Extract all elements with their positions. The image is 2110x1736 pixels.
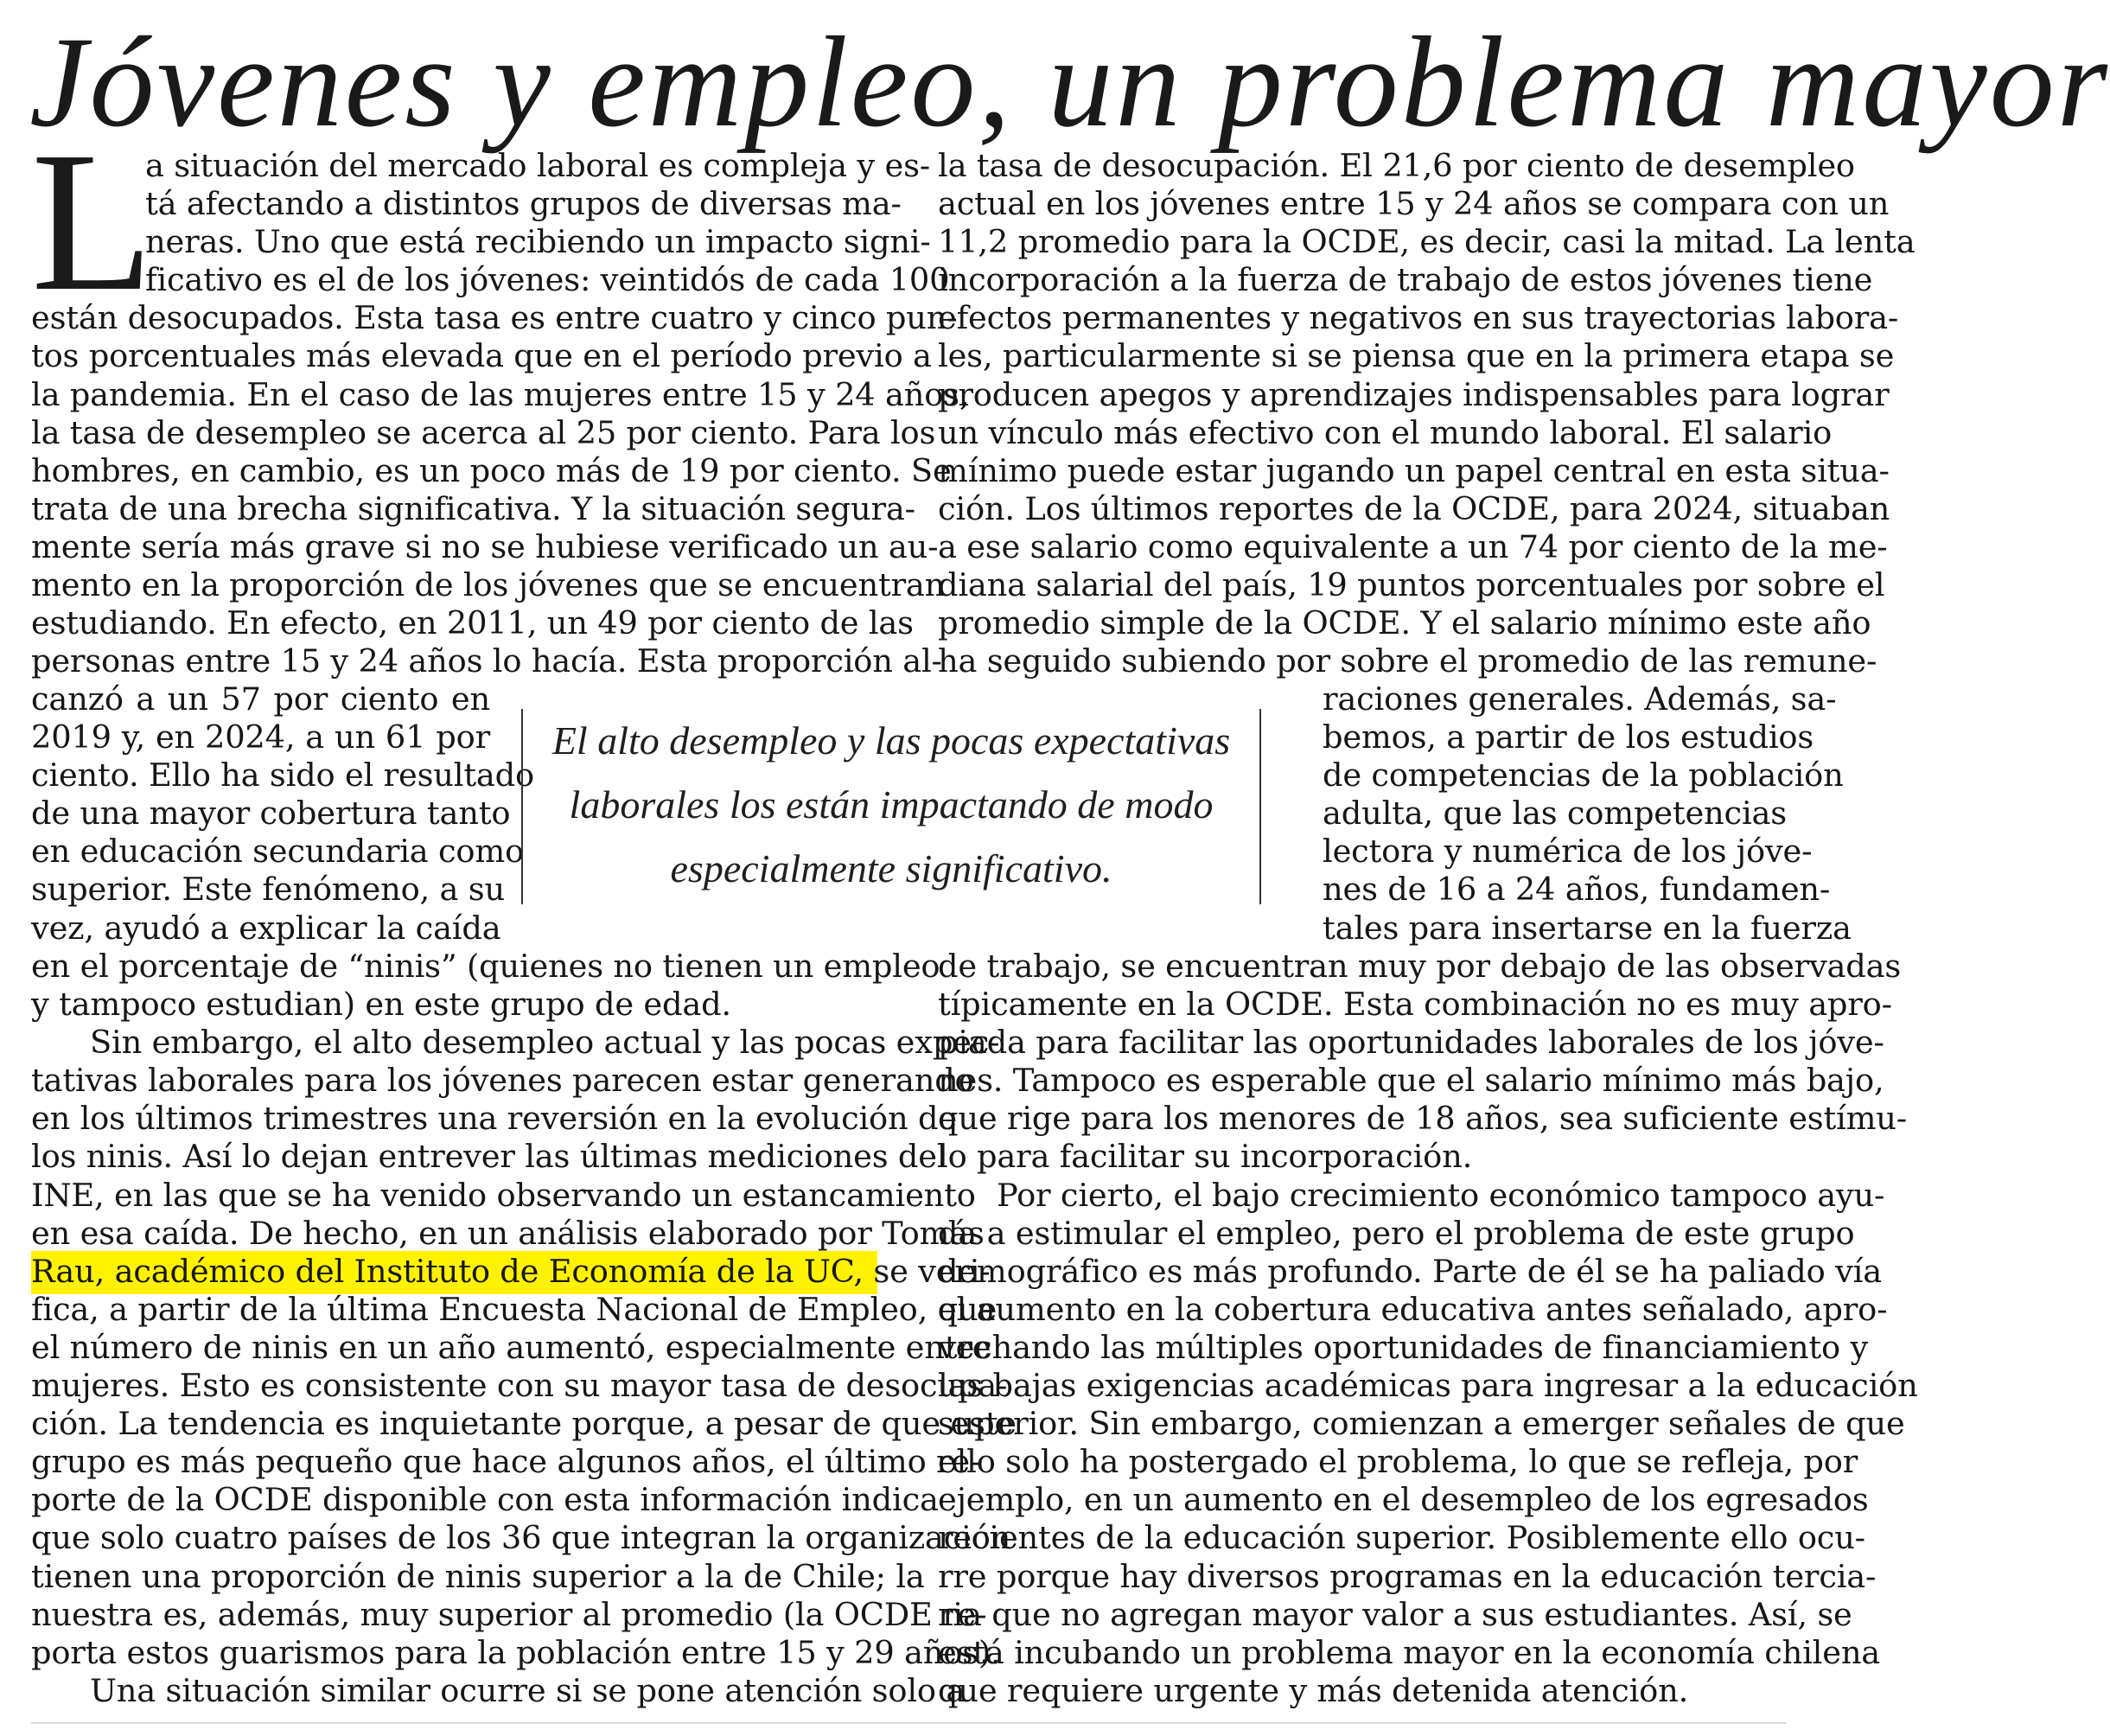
text-line: el aumento en la cobertura educativa antes señalado, apro-: [938, 1290, 1888, 1328]
text-line: están desocupados. Esta tasa es entre cuatro y cinco pun-: [31, 299, 958, 337]
text-line: tá afectando a distintos grupos de diversas ma-: [145, 185, 902, 223]
text-line: diana salarial del país, 19 puntos porcentuales por sobre el: [938, 566, 1885, 604]
text-line: mínimo puede estar jugando un papel central en esta situa-: [938, 451, 1890, 489]
pull-quote-line: El alto desempleo y las pocas expectativas: [551, 718, 1231, 763]
text-line: mento en la proporción de los jóvenes que se encuentran: [31, 566, 946, 604]
text-line: ria que no agregan mayor valor a sus estudiantes. Así, se: [938, 1595, 1852, 1633]
text-line: vechando las múltiples oportunidades de financiamiento y: [938, 1328, 1869, 1366]
text-line: lectora y numérica de los jóve-: [1323, 833, 1813, 871]
text-line: ciento. Ello ha sido el resultado: [31, 756, 534, 795]
highlighted-text: Rau, académico del Instituto de Economía de la UC, se veri-: [31, 1252, 991, 1290]
text-line: la pandemia. En el caso de las mujeres entre 15 y 24 años,: [31, 375, 970, 413]
text-line: a situación del mercado laboral es compleja y es-: [145, 147, 930, 184]
text-line: ción. Los últimos reportes de la OCDE, para 2024, situaban: [938, 489, 1890, 527]
text-line: tos porcentuales más elevada que en el período previo a: [31, 337, 932, 375]
text-line: mente sería más grave si no se hubiese verificado un au-: [31, 527, 939, 565]
text-line: les, particularmente si se piensa que en la primera etapa se: [938, 337, 1895, 375]
text-line: ejemplo, en un aumento en el desempleo de los egresados: [938, 1481, 1869, 1519]
text-line: actual en los jóvenes entre 15 y 24 años se compara con un: [938, 185, 1890, 223]
column-2-top: [938, 147, 1916, 680]
text-line: producen apegos y aprendizajes indispensables para lograr: [938, 375, 1890, 413]
text-line: neras. Uno que está recibiendo un impacto signi-: [145, 223, 931, 261]
text-line: superior. Sin embargo, comienzan a emerger señales de que: [938, 1405, 1905, 1443]
text-line: promedio simple de la OCDE. Y el salario mínimo este año: [938, 604, 1871, 642]
text-line: tativas laborales para los jóvenes parecen estar generando: [31, 1062, 974, 1100]
text-line: los ninis. Así lo dejan entrever las últimas mediciones del: [31, 1138, 947, 1176]
text-line: lo para facilitar su incorporación.: [938, 1138, 1473, 1176]
text-line: la tasa de desocupación. El 21,6 por ciento de desempleo: [938, 147, 1855, 184]
text-line: grupo es más pequeño que hace algunos años, el último re-: [31, 1443, 981, 1481]
text-line: Por cierto, el bajo crecimiento económico tampoco ayu-: [997, 1176, 1885, 1214]
text-line: de competencias de la población: [1323, 756, 1844, 795]
text-line: tienen una proporción de ninis superior a la de Chile; la: [31, 1557, 925, 1595]
text-line: ha seguido subiendo por sobre el promedio de las remune-: [938, 642, 1877, 680]
text-line: ello solo ha postergado el problema, lo que se refleja, por: [938, 1443, 1858, 1481]
text-line: bemos, a partir de los estudios: [1323, 718, 1814, 756]
text-line: incorporación a la fuerza de trabajo de estos jóvenes tiene: [938, 261, 1873, 299]
text-line: porta estos guarismos para la población entre 15 y 29 años).: [31, 1633, 1001, 1671]
text-line: porte de la OCDE disponible con esta información indica: [31, 1481, 939, 1519]
text-line: piada para facilitar las oportunidades laborales de los jóve-: [938, 1024, 1884, 1062]
drop-cap: L: [31, 111, 154, 333]
text-line: [31, 1252, 991, 1291]
text-line: vez, ayudó a explicar la caída: [31, 909, 501, 947]
text-line: en esa caída. De hecho, en un análisis elaborado por Tomás: [31, 1214, 985, 1252]
text-line: demográfico es más profundo. Parte de él se ha paliado vía: [938, 1252, 1882, 1290]
text-line: a ese salario como equivalente a un 74 por ciento de la me-: [938, 527, 1888, 565]
text-line: está incubando un problema mayor en la economía chilena: [938, 1633, 1881, 1671]
text-line: mujeres. Esto es consistente con su mayor tasa de desocupa-: [31, 1367, 1008, 1405]
text-line: típicamente en la OCDE. Esta combinación no es muy apro-: [938, 986, 1892, 1024]
text-line: que solo cuatro países de los 36 que integran la organización: [31, 1519, 1011, 1557]
text-line: trata de una brecha significativa. Y la situación segura-: [31, 489, 915, 527]
text-line: la tasa de desempleo se acerca al 25 por ciento. Para los: [31, 413, 936, 451]
text-line: efectos permanentes y negativos en sus trayectorias labora-: [938, 299, 1899, 337]
text-line: el número de ninis en un año aumentó, especialmente entre: [31, 1328, 991, 1366]
text-line: recientes de la educación superior. Posiblemente ello ocu-: [938, 1519, 1865, 1557]
text-line: adulta, que las competencias: [1323, 795, 1787, 833]
bottom-rule: [31, 1722, 1786, 1724]
pull-quote-line: laborales los están impactando de modo: [569, 782, 1214, 827]
text-line: en los últimos trimestres una reversión en la evolución de: [31, 1100, 957, 1138]
text-line: personas entre 15 y 24 años lo hacía. Esta proporción al-: [31, 642, 942, 680]
column-1-wrap: [31, 680, 534, 948]
text-line: fica, a partir de la última Encuesta Nacional de Empleo, que: [31, 1290, 998, 1328]
text-line: nuestra es, además, muy superior al promedio (la OCDE re-: [31, 1595, 987, 1633]
text-line: las bajas exigencias académicas para ingresar a la educación: [938, 1367, 1918, 1405]
text-line: 2019 y, en 2024, a un 61 por: [31, 718, 490, 756]
column-2-wrap: [1323, 680, 1852, 948]
column-1-top: [31, 111, 970, 680]
article-title: Jóvenes y empleo, un problema mayor: [29, 10, 2110, 154]
text-line: ción. La tendencia es inquietante porque, a pesar de que este: [31, 1405, 1017, 1443]
text-line: nes. Tampoco es esperable que el salario mínimo más bajo,: [938, 1062, 1884, 1100]
column-2-bottom: [938, 948, 1918, 1710]
text-line: nes de 16 a 24 años, fundamen-: [1323, 871, 1831, 909]
text-line: Una situación similar ocurre si se pone atención solo a: [90, 1671, 966, 1709]
text-line: hombres, en cambio, es un poco más de 19 por ciento. Se: [31, 451, 952, 489]
pull-quote-line: especialmente significativo.: [670, 846, 1112, 890]
text-line: 11,2 promedio para la OCDE, es decir, casi la mitad. La lenta: [938, 223, 1916, 261]
text-line: estudiando. En efecto, en 2011, un 49 por ciento de las: [31, 604, 914, 642]
text-line: un vínculo más efectivo con el mundo laboral. El salario: [938, 413, 1833, 451]
text-line: en el porcentaje de “ninis” (quienes no tienen un empleo: [31, 948, 940, 985]
text-line: canzó a un 57 por ciento en: [31, 680, 490, 718]
text-line: tales para insertarse en la fuerza: [1323, 909, 1852, 947]
text-line: Sin embargo, el alto desempleo actual y las pocas expec-: [90, 1024, 1000, 1062]
text-line: rre porque hay diversos programas en la educación tercia-: [938, 1557, 1877, 1595]
text-line: superior. Este fenómeno, a su: [31, 871, 505, 909]
column-1-bottom: [31, 948, 1017, 1710]
text-line: raciones generales. Además, sa-: [1323, 680, 1837, 718]
text-line: en educación secundaria como: [31, 833, 525, 871]
text-line: que rige para los menores de 18 años, sea suficiente estímu-: [938, 1100, 1908, 1138]
pull-quote: [521, 709, 1261, 904]
text-line: INE, en las que se ha venido observando un estancamiento: [31, 1176, 976, 1214]
text-line: da a estimular el empleo, pero el problema de este grupo: [938, 1214, 1855, 1252]
text-line: de trabajo, se encuentran muy por debajo de las observadas: [938, 948, 1902, 985]
text-line: que requiere urgente y más detenida atención.: [938, 1671, 1689, 1709]
text-line: ficativo es el de los jóvenes: veintidós de cada 100: [145, 261, 950, 299]
text-line: de una mayor cobertura tanto: [31, 795, 511, 833]
text-line: y tampoco estudian) en este grupo de edad.: [31, 986, 731, 1024]
